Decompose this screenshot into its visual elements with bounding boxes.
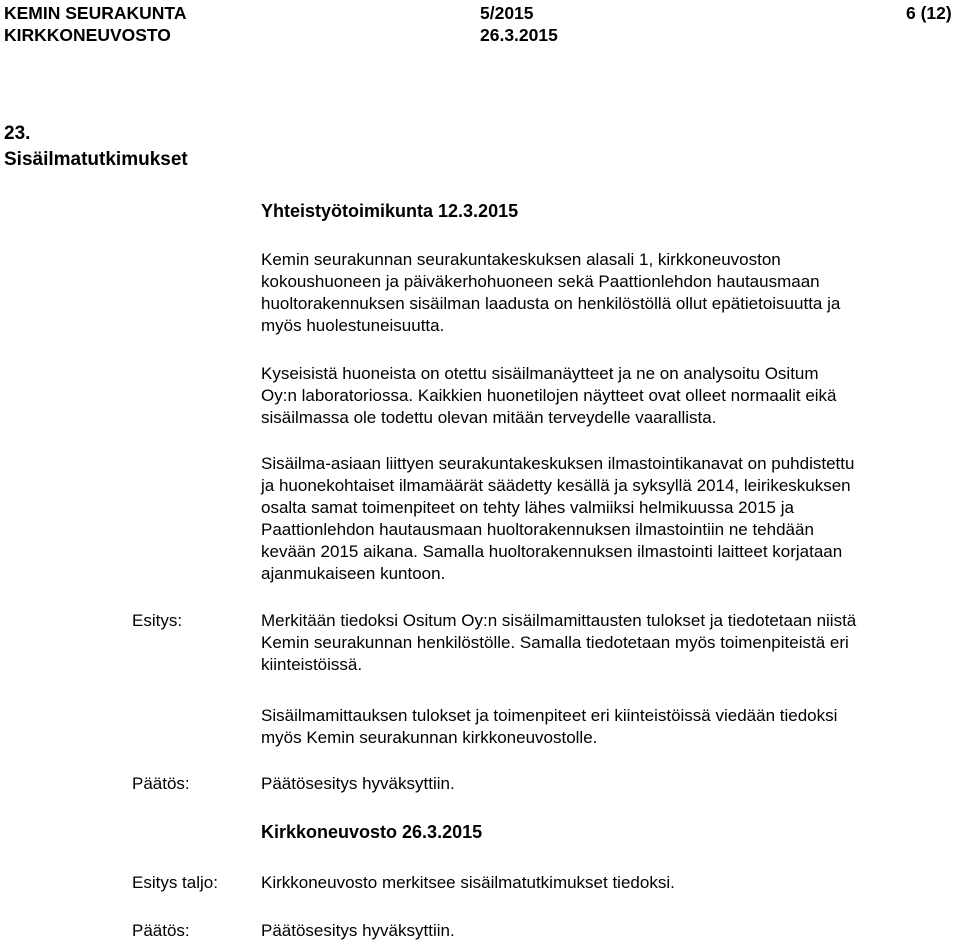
meeting-heading-cooperation-committee: Yhteistyötoimikunta 12.3.2015 [261, 201, 519, 221]
background-paragraph-3 [261, 453, 951, 585]
background-paragraph-2 [261, 363, 951, 429]
section-number: 23. [4, 123, 31, 144]
page-number: 6 (12) [906, 3, 952, 23]
governing-body-name: KIRKKONEUVOSTO [4, 25, 171, 45]
decision-text: Päätösesitys hyväksyttiin. [261, 774, 455, 793]
paragraph-line: huoltorakennuksen sisäilman laadusta on henkilöstöllä ollut epätietoisuutta ja [261, 294, 841, 313]
paragraph-line: Sisäilmamittauksen tulokset ja toimenpiteet eri kiinteistöissä viedään tiedoksi [261, 706, 838, 725]
proposal-text: Kirkkoneuvosto merkitsee sisäilmatutkimukset tiedoksi. [261, 873, 675, 892]
organization-name: KEMIN SEURAKUNTA [4, 3, 187, 23]
paragraph-line: Sisäilma-asiaan liittyen seurakuntakeskuksen ilmastointikanavat on puhdistettu [261, 454, 855, 473]
paragraph-line: kevään 2015 aikana. Samalla huoltorakennuksen ilmastointi laitteet korjataan [261, 542, 843, 561]
paragraph-line: Paattionlehdon hautausmaan huoltorakennuksen ilmastointiin ne tehdään [261, 520, 814, 539]
paragraph-line: sisäilmassa ole todettu olevan mitään terveydelle vaarallista. [261, 408, 717, 427]
decision-text: Päätösesitys hyväksyttiin. [261, 921, 455, 940]
paragraph-line: Kemin seurakunnan henkilöstölle. Samalla tiedotetaan myös toimenpiteistä eri [261, 633, 849, 652]
paragraph-line: kiinteistöissä. [261, 655, 363, 674]
proposal-paragraph-1 [261, 610, 951, 676]
paragraph-line: myös Kemin seurakunnan kirkkoneuvostolle. [261, 728, 598, 747]
background-paragraph-1 [261, 249, 951, 337]
section-title: Sisäilmatutkimukset [4, 149, 188, 170]
paragraph-line: Oy:n laboratoriossa. Kaikkien huonetilojen näytteet ovat olleet normaalit eikä [261, 386, 837, 405]
proposal-paragraph-2 [261, 705, 951, 749]
meeting-heading-church-council: Kirkkoneuvosto 26.3.2015 [261, 822, 483, 842]
document-number: 5/2015 [480, 3, 534, 23]
paragraph-line: ajanmukaiseen kuntoon. [261, 564, 446, 583]
paragraph-line: ja huonekohtaiset ilmamäärät säädetty kesällä ja syksyllä 2014, leirikeskuksen [261, 476, 851, 495]
paragraph-line: Merkitään tiedoksi Ositum Oy:n sisäilmamittausten tulokset ja tiedotetaan niistä [261, 611, 857, 630]
header-date: 26.3.2015 [480, 25, 558, 45]
proposal-label: Esitys: [132, 611, 183, 630]
decision-label: Päätös: [132, 921, 190, 940]
paragraph-line: kokoushuoneen ja päiväkerhohuoneen sekä Paattionlehdon hautausmaan [261, 272, 820, 291]
decision-label: Päätös: [132, 774, 190, 793]
proposal-label: Esitys taljo: [132, 873, 218, 892]
paragraph-line: Kemin seurakunnan seurakuntakeskuksen alasali 1, kirkkoneuvoston [261, 250, 781, 269]
paragraph-line: Kyseisistä huoneista on otettu sisäilmanäytteet ja ne on analysoitu Ositum [261, 364, 819, 383]
paragraph-line: osalta samat toimenpiteet on tehty lähes valmiiksi helmikuussa 2015 ja [261, 498, 794, 517]
paragraph-line: myös huolestuneisuutta. [261, 316, 445, 335]
